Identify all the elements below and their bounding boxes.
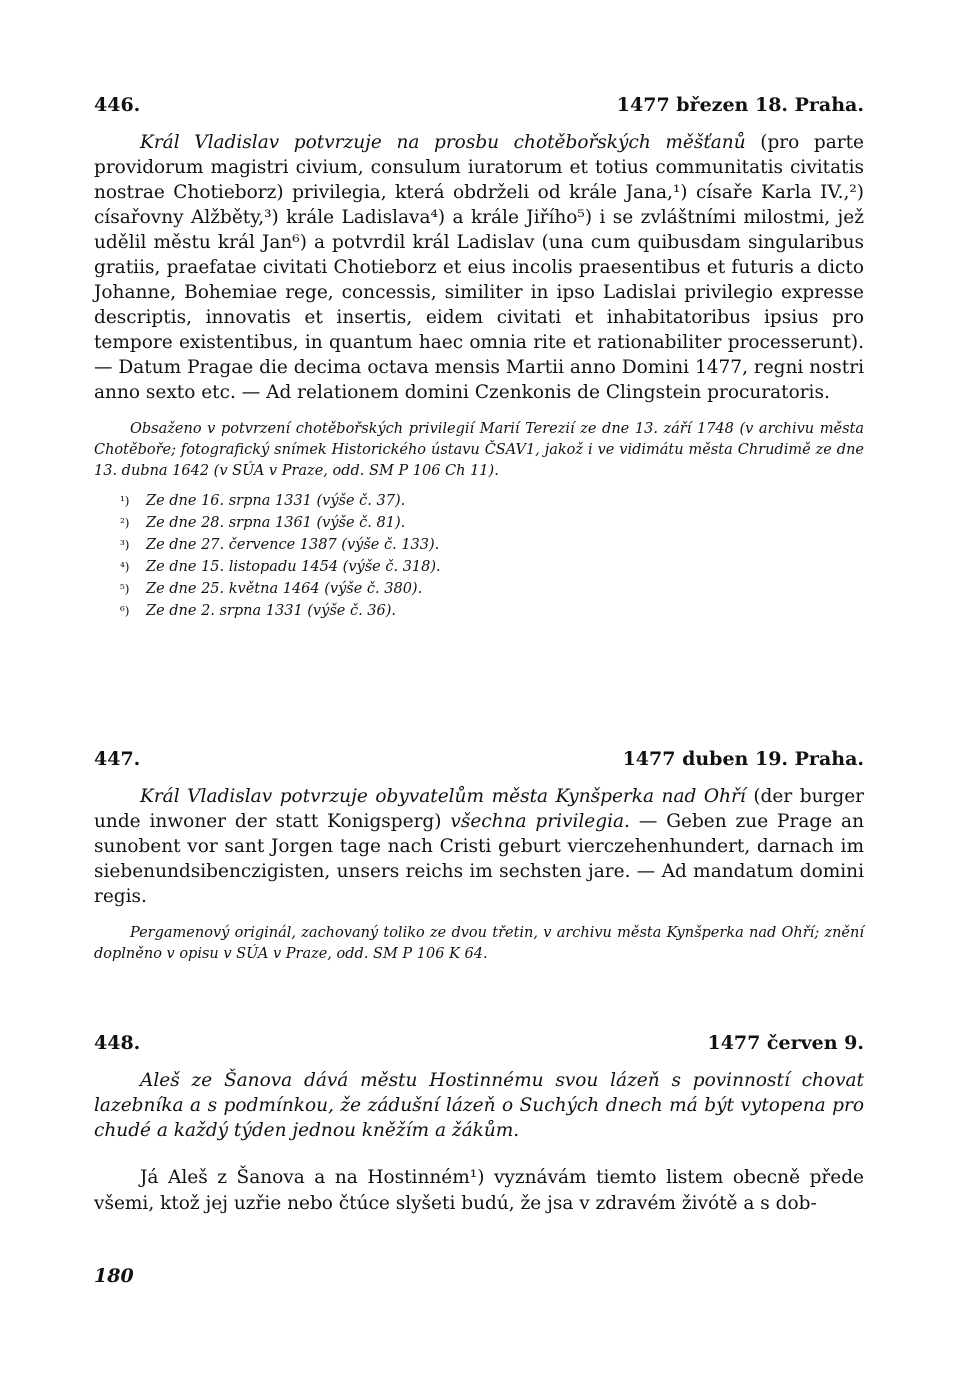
entry-summary bbox=[94, 784, 864, 909]
footnote bbox=[120, 512, 864, 534]
footnote-text: Ze dne 28. srpna 1361 (výše č. 81). bbox=[146, 515, 406, 531]
page-number: 180 bbox=[94, 1265, 134, 1287]
entry-date: 1477 duben 19. Praha. bbox=[622, 748, 864, 770]
summary-italic: Král Vladislav potvrzuje na prosbu chotěbořských měšťanů bbox=[140, 132, 746, 153]
summary-mid: (der burger unde inwoner der statt Konigsperg) bbox=[94, 786, 865, 832]
document-body: Já Aleš z Šanova a na Hostinném¹) vyznávám tiemto listem obecně přede všemi, ktož jej uzřie nebo čtúce slyšeti budú, že jsa v zdravém živótě a s dob- bbox=[94, 1167, 864, 1214]
footnote bbox=[120, 534, 864, 556]
footnote-text: Ze dne 2. srpna 1331 (výše č. 36). bbox=[146, 603, 397, 619]
footnote-list bbox=[120, 490, 864, 622]
footnote-mark: ²) bbox=[120, 516, 130, 530]
footnote-text: Ze dne 16. srpna 1331 (výše č. 37). bbox=[146, 493, 406, 509]
summary-italic: Král Vladislav potvrzuje obyvatelům města Kynšperka nad Ohří bbox=[140, 786, 746, 807]
entry-448 bbox=[94, 1032, 864, 1217]
source-note: Obsaženo v potvrzení chotěbořských privilegií Marií Terezií ze dne 13. září 1748 (v archivu města Chotěboře; fotografický snímek Historického ústavu ČSAV1, jakož i ve vidimátu města Chrudimě ze dne 13. dubna 1642 (v SÚA v Praze, odd. SM P 106 Ch 11). bbox=[94, 421, 864, 479]
entry-446 bbox=[94, 94, 864, 622]
entry-number: 448. bbox=[94, 1032, 141, 1054]
summary-rest: (pro parte providorum magistri civium, consulum iuratorum et totius communitatis civitatis nostrae Chotieborz) privilegia, která obdrželi od krále Jana,¹) císaře Karla IV.,²) císařovny Alžběty,³) krále Ladislava⁴) a krále Jiřího⁵) i se zvláštními milostmi, jež udělil městu král Jan⁶) a potvrdil král Ladislav (una cum quibusdam singularibus gratiis, praefatae civitati Chotieborz et eius incolis praesentibus et futuris a dicto Johanne, Bohemiae rege, concessis, similiter in ipso Ladislai privilegio expresse descriptis, innovatis et insertis, eidem civitati et inhabitatoribus ipsius pro tempore existentibus, in quantum haec omnia rite et rationabiliter processerunt). — Datum Pragae die decima octava mensis Martii anno Domini 1477, regni nostri anno sexto etc. — Ad relationem domini Czenkonis de Clingstein procuratoris. bbox=[94, 132, 864, 403]
entry-date: 1477 červen 9. bbox=[707, 1032, 864, 1054]
footnote bbox=[120, 490, 864, 512]
summary-italic: Aleš ze Šanova dává městu Hostinnému svou lázeň s povinností chovat lazebníka a s podmínkou, že zádušní lázeň o Suchých dnech má být vytopena pro chudé a každý týden jednou kněžím a žákům. bbox=[94, 1070, 864, 1141]
entry-heading bbox=[94, 1032, 864, 1054]
entry-summary bbox=[94, 1068, 864, 1143]
entry-heading bbox=[94, 748, 864, 770]
footnote-text: Ze dne 15. listopadu 1454 (výše č. 318). bbox=[146, 559, 441, 575]
footnote-mark: ⁶) bbox=[120, 604, 130, 618]
footnote-mark: ¹) bbox=[120, 494, 130, 508]
entry-number: 447. bbox=[94, 748, 141, 770]
summary-italic-2: všechna privilegia. bbox=[450, 811, 630, 832]
footnote-text: Ze dne 27. července 1387 (výše č. 133). bbox=[146, 537, 440, 553]
footnote-mark: ⁵) bbox=[120, 582, 130, 596]
summary-rest: — Geben zue Prage an sunobent vor sant Jorgen tage nach Cristi geburt vierczehenhundert, darnach im siebenundsibenczigisten, unsers reichs im sechsten jare. — Ad mandatum domini regis. bbox=[94, 811, 864, 907]
footnote bbox=[120, 578, 864, 600]
entry-447 bbox=[94, 748, 864, 965]
entry-date: 1477 březen 18. Praha. bbox=[616, 94, 864, 116]
footnote-text: Ze dne 25. května 1464 (výše č. 380). bbox=[146, 581, 423, 597]
entry-heading bbox=[94, 94, 864, 116]
entry-summary bbox=[94, 130, 864, 405]
footnote bbox=[120, 556, 864, 578]
footnote bbox=[120, 600, 864, 622]
footnote-mark: ³) bbox=[120, 538, 130, 552]
footnote-mark: ⁴) bbox=[120, 560, 130, 574]
entry-number: 446. bbox=[94, 94, 141, 116]
source-note: Pergamenový originál, zachovaný toliko ze dvou třetin, v archivu města Kynšperka nad Ohří; znění doplněno v opisu v SÚA v Praze, odd. SM P 106 K 64. bbox=[94, 925, 864, 962]
